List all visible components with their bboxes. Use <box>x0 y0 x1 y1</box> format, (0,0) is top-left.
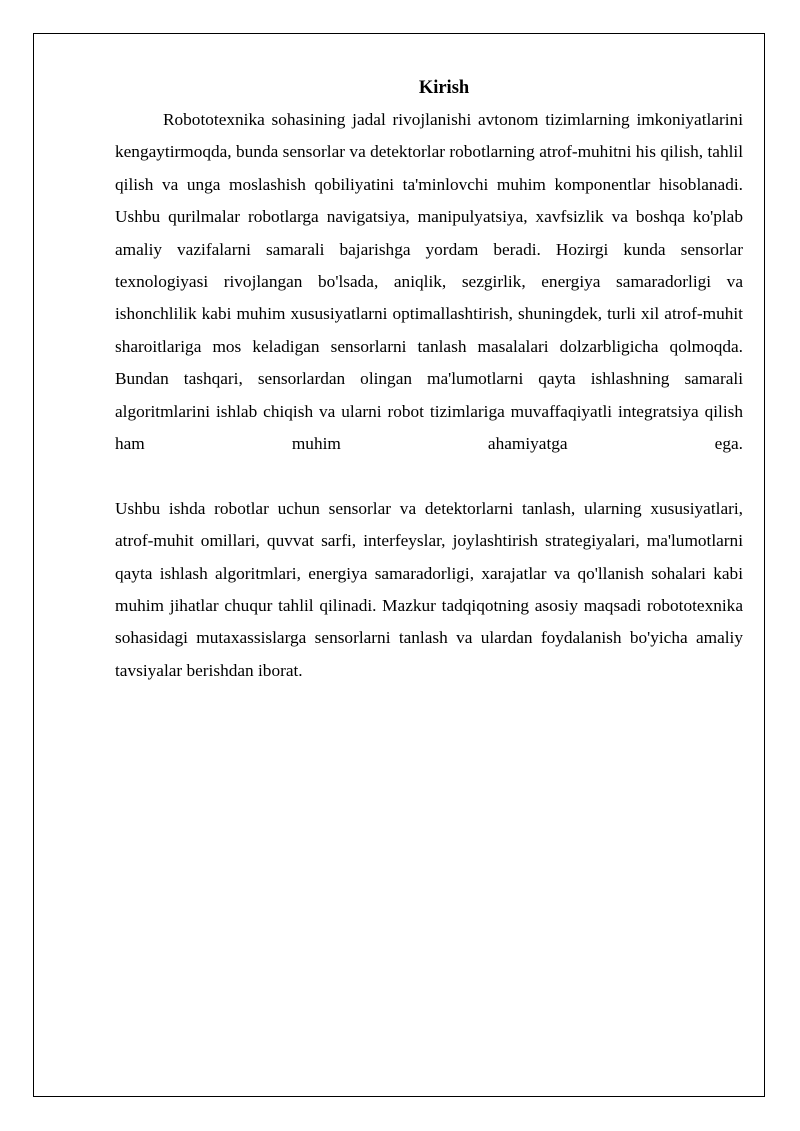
document-body <box>115 72 743 687</box>
page-title: Kirish <box>418 78 470 98</box>
paragraph-intro: Robototexnika sohasining jadal rivojlanishi avtonom tizimlarning imkoniyatlarini kengaytirmoqda, bunda sensorlar va detektorlar robotlarning atrof-muhitni his qilish, tahlil qilish va unga moslashish qobiliyatini ta'minlovchi muhim komponentlar hisoblanadi. Ushbu qurilmalar robotlarga navigatsiya, manipulyatsiya, xavfsizlik va boshqa ko'plab amaliy vazifalarni samarali bajarishga yordam beradi. Hozirgi kunda sensorlar texnologiyasi rivojlangan bo'lsada, aniqlik, sezgirlik, energiya samaradorligi va ishonchlilik kabi muhim xususiyatlarni optimallashtirish, shuningdek, turli xil atrof-muhit sharoitlariga mos keladigan sensorlarni tanlash masalalari dolzarbligicha qolmoqda. Bundan tashqari, sensorlardan olingan ma'lumotlarni qayta ishlashning samarali algoritmlarini ishlab chiqish va ularni robot tizimlariga muvaffaqiyatli integratsiya qilish ham muhim ahamiyatga ega. <box>115 110 743 454</box>
paragraph-aim: Ushbu ishda robotlar uchun sensorlar va detektorlarni tanlash, ularning xususiyatlari, atrof-muhit omillari, quvvat sarfi, interfeyslar, joylashtirish strategiyalari, ma'lumotlarni qayta ishlash algoritmlari, energiya samaradorligi, xarajatlar va qo'llanish sohalari kabi muhim jihatlar chuqur tahlil qilinadi. Mazkur tadqiqotning asosiy maqsadi robototexnika sohasidagi mutaxassislarga sensorlarni tanlash va ulardan foydalanish bo'yicha amaliy tavsiyalar berishdan iborat. <box>115 498 743 680</box>
paragraph-gap <box>115 460 743 492</box>
